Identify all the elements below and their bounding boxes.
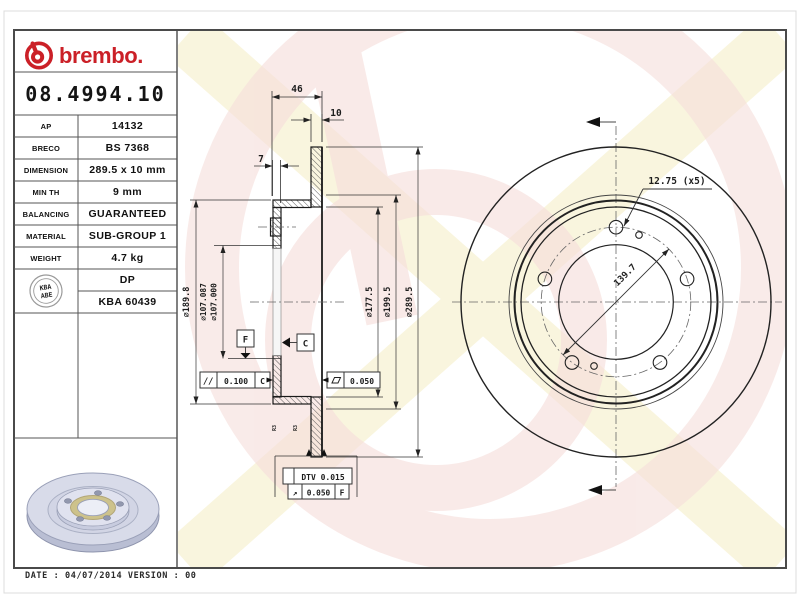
dim-width-label: 46 (291, 84, 303, 95)
flatness-value: 0.050 (349, 377, 375, 386)
bolt-holes-label: 12.75 (x5) (648, 176, 706, 187)
runout-value: 0.050 (306, 488, 331, 498)
row-label-dimension: DIMENSION (23, 165, 69, 175)
dia-mid-label: ⌀199.5 (383, 286, 393, 318)
dim-hat-thickness-label: 7 (258, 154, 264, 165)
stamp-line1: KBA (39, 282, 52, 293)
dtv-value: DTV 0.015 (301, 473, 345, 482)
brembo-wordmark: brembo. (59, 43, 143, 68)
datum-c-label: C (302, 339, 309, 350)
dia-outer-label: ⌀289.5 (405, 286, 415, 318)
row-label-ap: AP (40, 121, 52, 131)
dim-thickness-label: 10 (330, 108, 342, 119)
part-number: 08.4994.10 (25, 81, 166, 106)
kba-abe-stamp (28, 273, 64, 309)
row-value-dp: DP (119, 274, 136, 286)
dia-hat-label: ⌀189.8 (182, 286, 192, 318)
disc-3d-render (27, 473, 159, 552)
row-label-material: MATERIAL (26, 231, 66, 241)
row-value-breco: BS 7368 (105, 142, 150, 154)
parallelism-symbol: // (203, 377, 214, 387)
datum-f-label: F (242, 335, 249, 346)
fillet-left-label: R3 (272, 424, 278, 432)
row-value-dimension: 289.5 x 10 mm (89, 164, 166, 176)
row-label-min-th: MIN TH (32, 187, 60, 197)
row-value-kba: KBA 60439 (98, 296, 157, 308)
parallelism-value: 0.100 (223, 377, 249, 386)
parallelism-frame (200, 372, 273, 388)
row-value-min-th: 9 mm (112, 186, 143, 198)
row-value-balancing: GUARANTEED (88, 208, 167, 220)
dia-bore-max-label: ⌀107.087 (199, 283, 208, 321)
row-value-ap: 14132 (111, 120, 144, 132)
row-value-weight: 4.7 kg (111, 252, 144, 264)
fillet-right-label: R3 (293, 424, 299, 432)
flatness-frame (322, 372, 380, 388)
parallelism-datum: C (260, 377, 265, 386)
footer-date-version: DATE : 04/07/2014 VERSION : 00 (25, 571, 197, 581)
runout-datum: F (339, 488, 345, 498)
brembo-logo-icon (24, 40, 54, 70)
stamp-line2: ABE (40, 290, 54, 301)
row-label-balancing: BALANCING (22, 209, 70, 219)
row-label-weight: WEIGHT (30, 253, 62, 263)
dia-inner-label: ⌀177.5 (365, 286, 375, 318)
bolt-circle-label: 139.7 (612, 262, 639, 289)
dia-bore-min-label: ⌀107.000 (209, 283, 219, 321)
small-hole-top (636, 232, 643, 239)
runout-symbol: ↗ (292, 488, 298, 498)
row-label-breco: BRECO (31, 143, 61, 153)
row-value-material: SUB-GROUP 1 (88, 230, 167, 242)
